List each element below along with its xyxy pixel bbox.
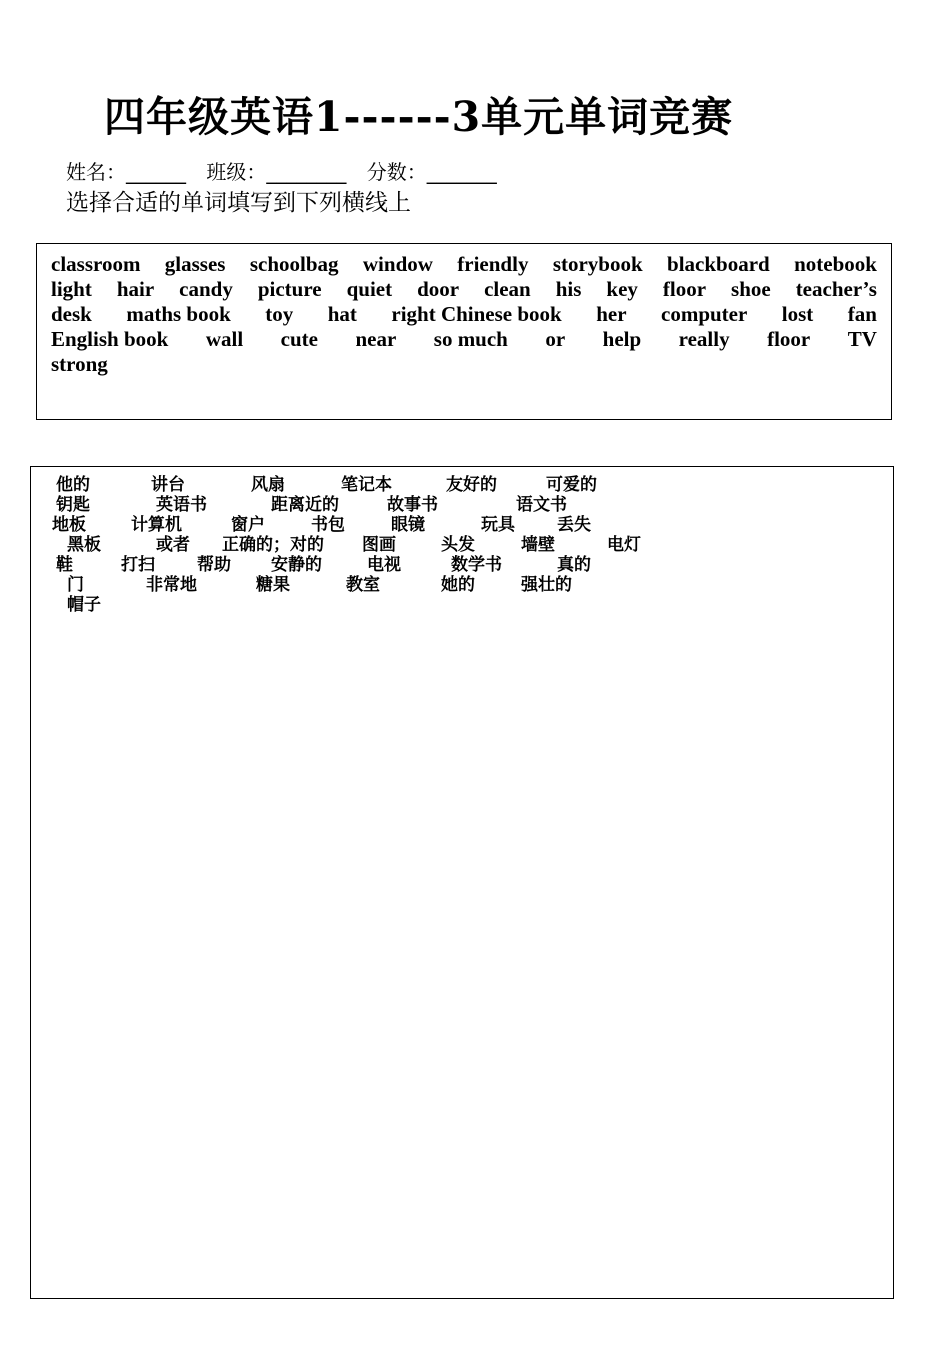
word-item: hat — [327, 302, 357, 326]
word-item: blackboard — [667, 252, 770, 276]
score-field: 分数：_______ — [366, 160, 497, 184]
word-item: or — [545, 327, 566, 351]
student-info-row — [66, 156, 511, 185]
name-field: 姓名：______ — [66, 160, 186, 184]
chinese-word: 友好的 — [446, 475, 497, 495]
word-item: wall — [205, 327, 244, 351]
chinese-word: 打扫 — [121, 555, 155, 575]
chinese-word: 正确的；对的 — [222, 535, 324, 555]
word-item: door — [417, 277, 460, 301]
chinese-word: 电灯 — [607, 535, 641, 555]
word-item: English book — [51, 327, 169, 351]
word-item: desk — [51, 302, 92, 326]
word-item: floor — [662, 277, 707, 301]
chinese-word: 教室 — [346, 575, 380, 595]
word-bank-line — [51, 302, 877, 327]
chinese-word: 距离近的 — [271, 495, 339, 515]
chinese-word: 书包 — [311, 515, 345, 535]
chinese-word: 帽子 — [67, 595, 101, 615]
chinese-word: 他的 — [56, 475, 90, 495]
class-field: 班级：________ — [206, 160, 347, 184]
chinese-word: 鞋 — [56, 555, 73, 575]
word-item: fan — [847, 302, 877, 326]
chinese-word: 英语书 — [156, 495, 207, 515]
word-bank-line — [51, 277, 877, 302]
word-item: friendly — [457, 252, 529, 276]
word-item: near — [355, 327, 397, 351]
word-item: glasses — [164, 252, 226, 276]
chinese-word: 糖果 — [256, 575, 290, 595]
chinese-word: 可爱的 — [546, 475, 597, 495]
word-item: her — [596, 302, 627, 326]
chinese-word: 风扇 — [251, 475, 285, 495]
chinese-word: 语文书 — [516, 495, 567, 515]
chinese-word: 帮助 — [197, 555, 231, 575]
word-item: toy — [265, 302, 294, 326]
word-item: classroom — [51, 252, 141, 276]
instruction: 选择合适的单词填写到下列横线上 — [66, 190, 411, 216]
word-item: TV — [847, 327, 877, 351]
word-bank-line — [51, 252, 877, 277]
chinese-word: 数学书 — [451, 555, 502, 575]
word-item: schoolbag — [249, 252, 339, 276]
word-bank-line — [51, 352, 877, 377]
word-item: hair — [116, 277, 155, 301]
word-item: storybook — [552, 252, 643, 276]
word-item: teacher’s — [795, 277, 877, 301]
word-item: strong — [51, 352, 108, 376]
chinese-word: 眼镜 — [391, 515, 425, 535]
chinese-word: 玩具 — [481, 515, 515, 535]
word-item: candy — [179, 277, 233, 301]
chinese-word: 计算机 — [131, 515, 182, 535]
chinese-word: 门 — [67, 575, 84, 595]
chinese-word: 电视 — [367, 555, 401, 575]
chinese-word: 她的 — [441, 575, 475, 595]
word-item: quiet — [346, 277, 393, 301]
word-item: shoe — [731, 277, 771, 301]
chinese-word: 非常地 — [146, 575, 197, 595]
chinese-word: 故事书 — [387, 495, 438, 515]
page-title: 四年级英语1------3单元单词竞赛 — [104, 93, 734, 141]
word-item: computer — [661, 302, 748, 326]
word-item: so much — [433, 327, 508, 351]
word-item: window — [362, 252, 433, 276]
word-item: floor — [767, 327, 811, 351]
word-bank-line — [51, 327, 877, 352]
chinese-word: 黑板 — [67, 535, 101, 555]
chinese-word: 真的 — [557, 555, 591, 575]
chinese-word: 钥匙 — [56, 495, 90, 515]
word-item: really — [678, 327, 730, 351]
word-item: key — [606, 277, 638, 301]
word-item: cute — [280, 327, 318, 351]
chinese-word: 地板 — [52, 515, 86, 535]
answer-area — [30, 466, 894, 1299]
chinese-word: 安静的 — [271, 555, 322, 575]
chinese-word: 墙壁 — [521, 535, 555, 555]
word-item: clean — [484, 277, 531, 301]
word-bank-box — [36, 243, 892, 420]
word-item: maths book — [126, 302, 231, 326]
word-item: picture — [257, 277, 322, 301]
word-item: his — [555, 277, 582, 301]
word-item: help — [602, 327, 642, 351]
word-item: lost — [781, 302, 814, 326]
chinese-word: 讲台 — [151, 475, 185, 495]
chinese-word: 窗户 — [231, 515, 265, 535]
chinese-word: 强壮的 — [521, 575, 572, 595]
word-item: light — [51, 277, 92, 301]
word-item: right Chinese book — [391, 302, 562, 326]
chinese-word: 或者 — [156, 535, 190, 555]
chinese-word: 头发 — [441, 535, 475, 555]
chinese-word: 图画 — [362, 535, 396, 555]
chinese-word: 丢失 — [557, 515, 591, 535]
chinese-word: 笔记本 — [341, 475, 392, 495]
word-item: notebook — [794, 252, 877, 276]
